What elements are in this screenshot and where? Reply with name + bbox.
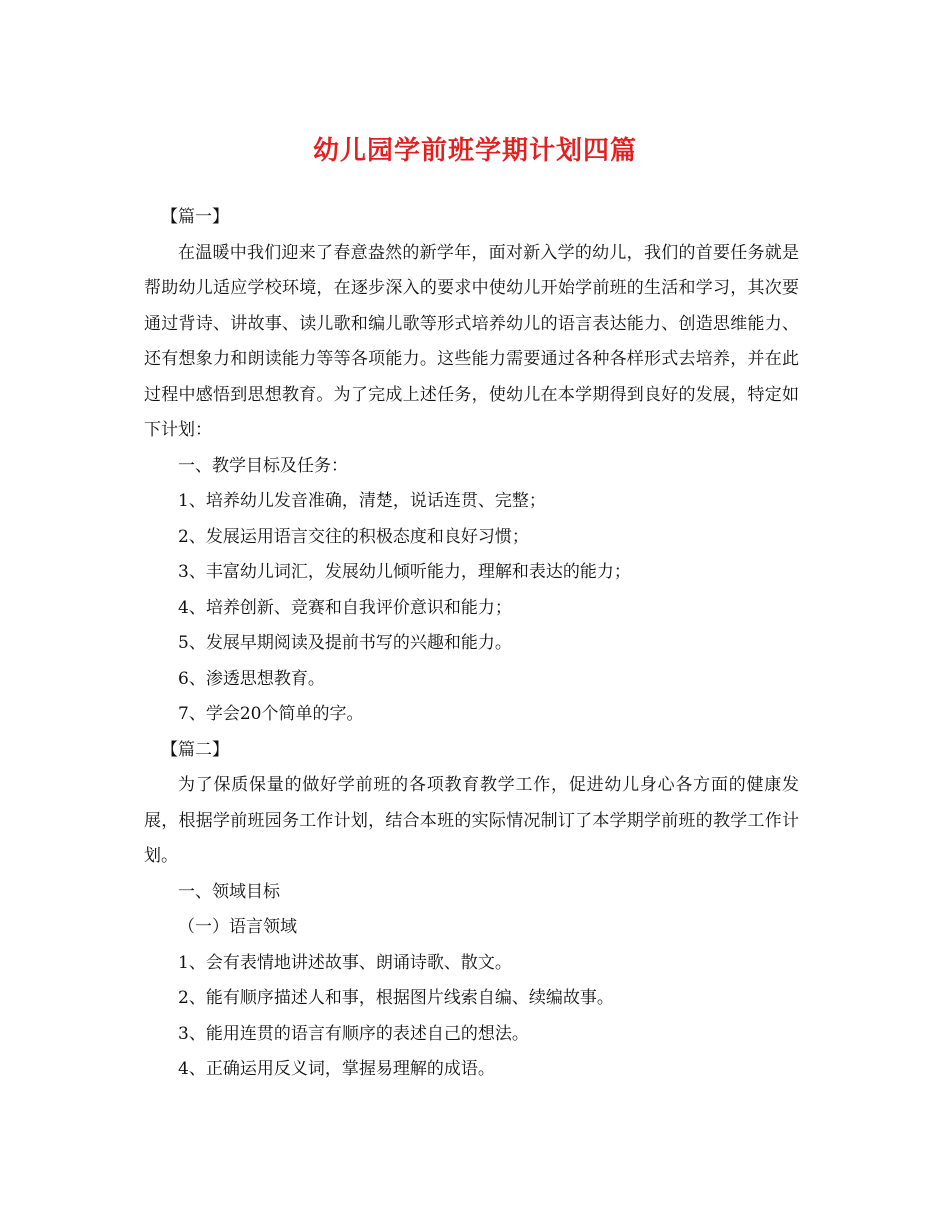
- section1-subheading: 一、教学目标及任务：: [178, 455, 348, 476]
- section2-heading: 【篇二】: [161, 739, 229, 760]
- section1-item: 4、培养创新、竞赛和自我评价意识和能力；: [178, 597, 512, 618]
- section1-intro-paragraph: 在温暖中我们迎来了春意盎然的新学年，面对新入学的幼儿，我们的首要任务就是帮助幼儿适应学校环境，在逐步深入的要求中使幼儿开始学前班的生活和学习，其次要通过背诗、讲故事、读儿歌和编儿歌等形式培养幼儿的语言表达能力、创造思维能力、还有想象力和朗读能力等等各项能力。这些能力需要通过各种各样形式去培养，并在此过程中感悟到思想教育。为了完成上述任务，使幼儿在本学期得到良好的发展，特定如下计划：: [144, 242, 799, 440]
- section1-item: 6、渗透思想教育。: [178, 668, 325, 689]
- section2-intro-paragraph: 为了保质保量的做好学前班的各项教育教学工作，促进幼儿身心各方面的健康发展，根据学前班园务工作计划，结合本班的实际情况制订了本学期学前班的教学工作计划。: [144, 775, 799, 866]
- section2-item: 4、正确运用反义词，掌握易理解的成语。: [178, 1059, 495, 1079]
- section1-heading: 【篇一】: [161, 207, 229, 227]
- section1-item: 1、培养幼儿发音准确，清楚，说话连贯、完整；: [178, 491, 546, 511]
- document-title: 幼儿园学前班学期计划四篇: [312, 136, 637, 166]
- section1-item: 7、学会20个简单的字。: [178, 704, 364, 724]
- section2-subsubheading: （一）语言领域: [178, 917, 297, 937]
- section2-item: 1、会有表情地讲述故事、朗诵诗歌、散文。: [178, 952, 512, 973]
- section1-item: 5、发展早期阅读及提前书写的兴趣和能力。: [178, 633, 512, 653]
- section2-item: 3、能用连贯的语言有顺序的表述自己的想法。: [178, 1023, 529, 1044]
- section1-item: 3、丰富幼儿词汇，发展幼儿倾听能力，理解和表达的能力；: [178, 562, 631, 582]
- section2-item: 2、能有顺序描述人和事，根据图片线索自编、续编故事。: [178, 988, 614, 1008]
- section1-item: 2、发展运用语言交往的积极态度和良好习惯；: [178, 526, 529, 547]
- section2-subheading: 一、领域目标: [178, 881, 280, 902]
- document-body: [144, 200, 799, 1088]
